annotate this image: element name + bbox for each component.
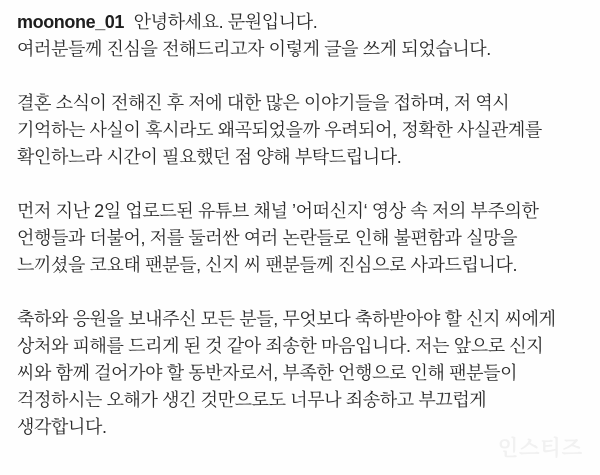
caption-line: 느끼셨을 코요태 팬분들, 신지 씨 팬분들께 진심으로 사과드립니다. [17, 255, 518, 275]
site-watermark: 인스티즈 [497, 437, 583, 460]
caption-line: 여러분들께 진심을 전해드리고자 이렇게 글을 쓰게 되었습니다. [17, 39, 491, 59]
caption-text: 안녕하세요. 문원입니다. [133, 12, 318, 32]
caption-line [17, 9, 588, 36]
caption-line: 걱정하시는 오해가 생긴 것만으로도 너무나 죄송하고 부끄럽게 [17, 390, 487, 410]
caption-line: 먼저 지난 2일 업로드된 유튜브 채널 ’어떠신지‘ 영상 속 저의 부주의한 [17, 201, 539, 221]
caption-line: 언행들과 더불어, 저를 둘러싼 여러 논란들로 인해 불편함과 실망을 [17, 228, 518, 248]
caption-line: 씨와 함께 걸어가야 할 동반자로서, 부족한 언행으로 인해 팬분들이 [17, 363, 518, 383]
caption-paragraph-apology-fans [17, 198, 588, 279]
caption-paragraph-apology-shinji [17, 306, 588, 441]
caption-paragraph-explanation [17, 90, 588, 171]
caption-line: 기억하는 사실이 혹시라도 왜곡되었을까 우려되어, 정확한 사실관계를 [17, 120, 542, 140]
caption-line: 확인하느라 시간이 필요했던 점 양해 부탁드립니다. [17, 147, 402, 167]
caption-paragraph-greeting [17, 9, 588, 63]
caption-line: 생각합니다. [17, 417, 107, 437]
caption-line: 결혼 소식이 전해진 후 저에 대한 많은 이야기들을 접하며, 저 역시 [17, 93, 510, 113]
username-link[interactable]: moonone_01 [17, 12, 125, 32]
caption-line: 축하와 응원을 보내주신 모든 분들, 무엇보다 축하받아야 할 신지 씨에게 [17, 309, 556, 329]
caption-line: 상처와 피해를 드리게 된 것 같아 죄송한 마음입니다. 저는 앞으로 신지 [17, 336, 544, 356]
